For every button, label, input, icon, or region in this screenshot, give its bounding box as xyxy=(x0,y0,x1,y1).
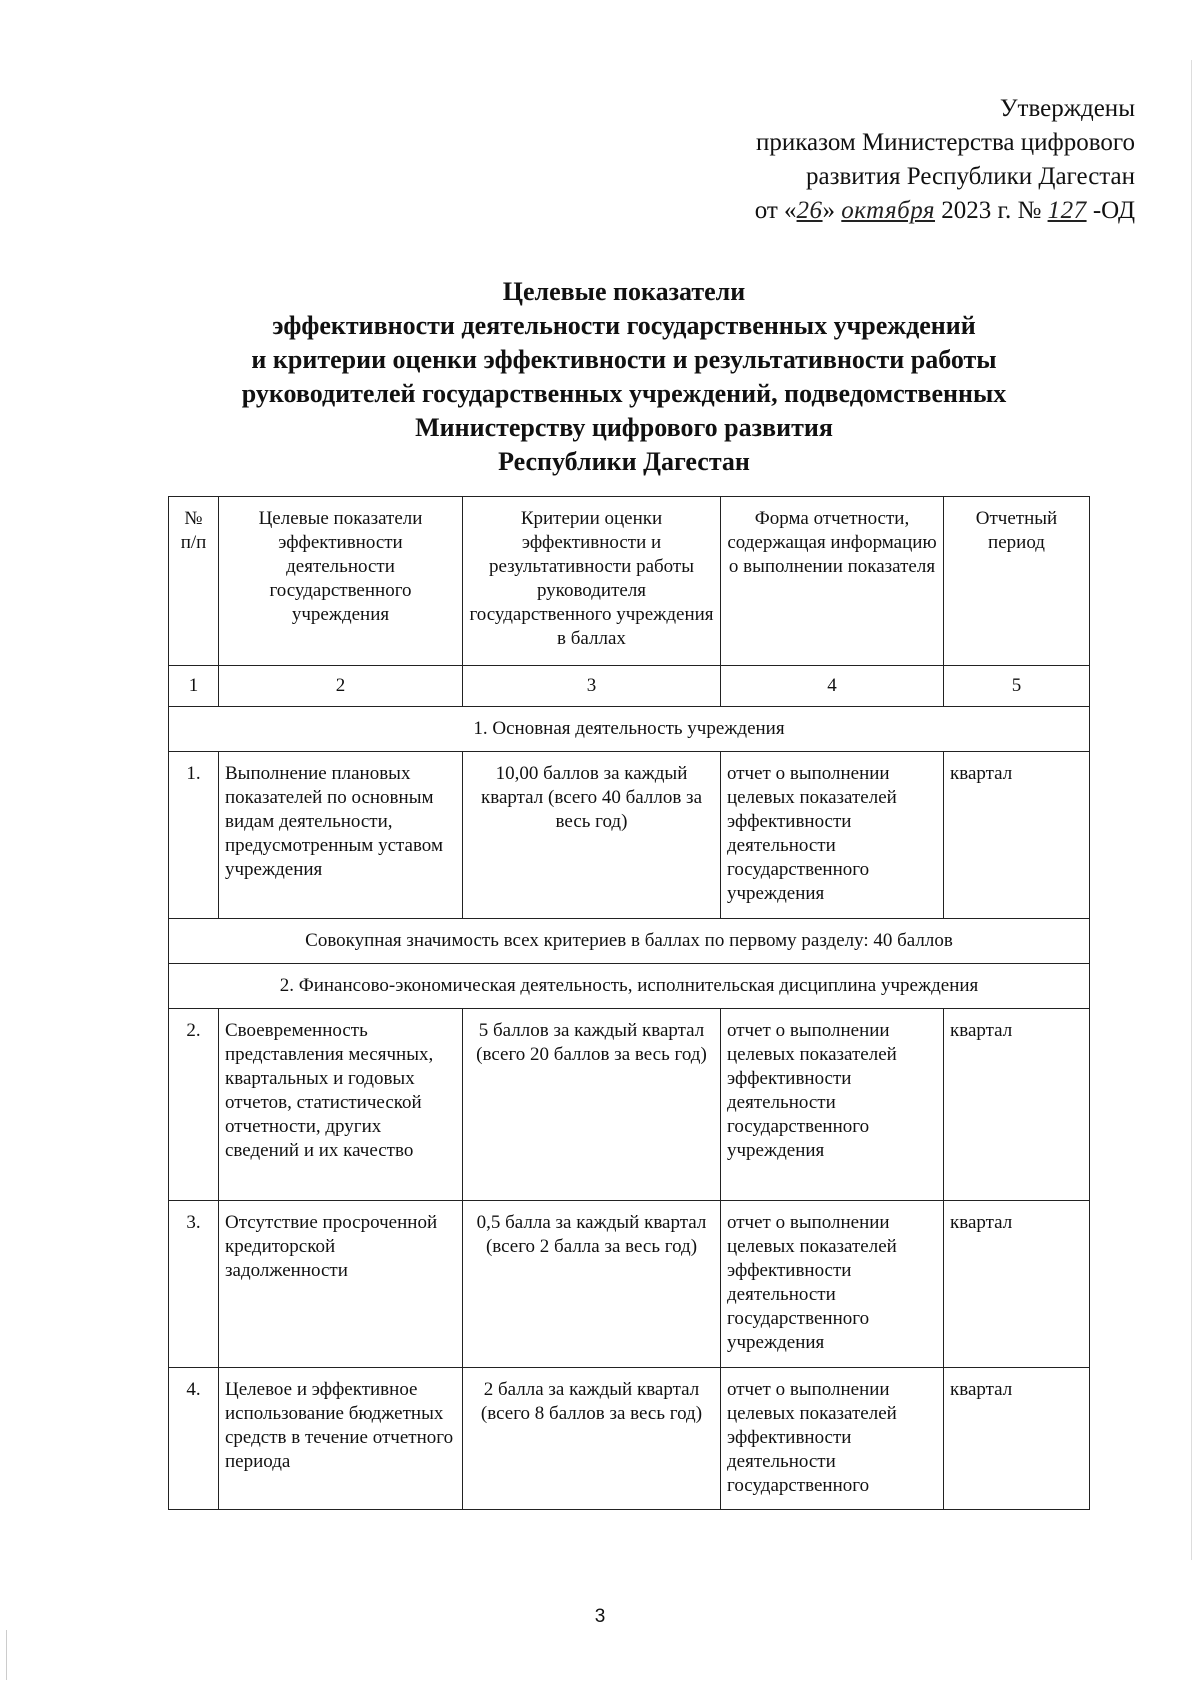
row-number: 3. xyxy=(169,1201,219,1368)
column-number-row xyxy=(169,666,1090,707)
table-row xyxy=(169,752,1090,919)
table-header-row xyxy=(169,497,1090,666)
approval-date-line xyxy=(755,194,1135,228)
title-line-2: эффективности деятельности государственных учреждений xyxy=(272,311,976,340)
row-period: квартал xyxy=(944,752,1090,919)
row-report-form: отчет о выполнении целевых показателей эффективности деятельности государственного xyxy=(721,1368,944,1510)
row-criteria: 0,5 балла за каждый квартал (всего 2 балла за весь год) xyxy=(463,1201,721,1368)
header-report-form: Форма отчетности, содержащая информацию о выполнении показателя xyxy=(721,497,944,666)
row-indicator: Выполнение плановых показателей по основным видам деятельности, предусмотренным уставом учреждения xyxy=(219,752,463,919)
row-period: квартал xyxy=(944,1201,1090,1368)
row-number: 4. xyxy=(169,1368,219,1510)
row-indicator: Своевременность представления месячных, квартальных и годовых отчетов, статистической отчетности, других сведений и их качество xyxy=(219,1009,463,1201)
row-report-form: отчет о выполнении целевых показателей эффективности деятельности государственного учреждения xyxy=(721,1201,944,1368)
order-suffix: -ОД xyxy=(1086,197,1135,224)
approval-line-3: развития Республики Дагестан xyxy=(806,163,1135,190)
row-number: 1. xyxy=(169,752,219,919)
row-indicator: Отсутствие просроченной кредиторской задолженности xyxy=(219,1201,463,1368)
title-line-3: и критерии оценки эффективности и результативности работы xyxy=(251,345,997,374)
title-line-4: руководителей государственных учреждений, подведомственных xyxy=(241,379,1007,408)
page-number: 3 xyxy=(594,1606,606,1627)
header-indicator: Целевые показатели эффективности деятельности государственного учреждения xyxy=(219,497,463,666)
header-number: № п/п xyxy=(169,497,219,666)
indicators-table xyxy=(168,496,1090,1510)
approval-block xyxy=(755,92,1135,228)
row-indicator: Целевое и эффективное использование бюджетных средств в течение отчетного периода xyxy=(219,1368,463,1510)
scan-edge-mark xyxy=(6,1630,7,1680)
section-title-2: 2. Финансово-экономическая деятельность, исполнительская дисциплина учреждения xyxy=(169,964,1090,1009)
section-row-1 xyxy=(169,707,1090,752)
date-prefix: от « xyxy=(754,197,797,224)
header-period: Отчетный период xyxy=(944,497,1090,666)
row-period: квартал xyxy=(944,1368,1090,1510)
approval-line-1: Утверждены xyxy=(999,95,1135,122)
col-number-3: 3 xyxy=(463,666,721,707)
row-report-form: отчет о выполнении целевых показателей эффективности деятельности государственного учреждения xyxy=(721,752,944,919)
col-number-5: 5 xyxy=(944,666,1090,707)
title-line-1: Целевые показатели xyxy=(502,277,746,306)
row-number: 2. xyxy=(169,1009,219,1201)
date-month: октября xyxy=(841,197,936,224)
date-mid: » xyxy=(822,197,842,224)
total-row-1 xyxy=(169,919,1090,964)
col-number-4: 4 xyxy=(721,666,944,707)
row-report-form: отчет о выполнении целевых показателей эффективности деятельности государственного учреждения xyxy=(721,1009,944,1201)
table-row xyxy=(169,1368,1090,1510)
document-title xyxy=(100,275,1148,479)
col-number-2: 2 xyxy=(219,666,463,707)
table-row xyxy=(169,1009,1090,1201)
row-period: квартал xyxy=(944,1009,1090,1201)
table-row xyxy=(169,1201,1090,1368)
title-line-5: Министерству цифрового развития xyxy=(415,413,833,442)
col-number-1: 1 xyxy=(169,666,219,707)
date-day: 26 xyxy=(796,197,823,224)
date-year: 2023 г. № xyxy=(935,197,1048,224)
section-total-1: Совокупная значимость всех критериев в баллах по первому разделу: 40 баллов xyxy=(169,919,1090,964)
order-number: 127 xyxy=(1047,197,1087,224)
row-criteria: 2 балла за каждый квартал (всего 8 баллов за весь год) xyxy=(463,1368,721,1510)
scan-edge-line xyxy=(1191,60,1192,1560)
title-line-6: Республики Дагестан xyxy=(498,447,750,476)
row-criteria: 5 баллов за каждый квартал (всего 20 баллов за весь год) xyxy=(463,1009,721,1201)
approval-line-2: приказом Министерства цифрового xyxy=(756,129,1135,156)
section-row-2 xyxy=(169,964,1090,1009)
section-title-1: 1. Основная деятельность учреждения xyxy=(169,707,1090,752)
header-criteria: Критерии оценки эффективности и результативности работы руководителя государственного учреждения в баллах xyxy=(463,497,721,666)
row-criteria: 10,00 баллов за каждый квартал (всего 40 баллов за весь год) xyxy=(463,752,721,919)
